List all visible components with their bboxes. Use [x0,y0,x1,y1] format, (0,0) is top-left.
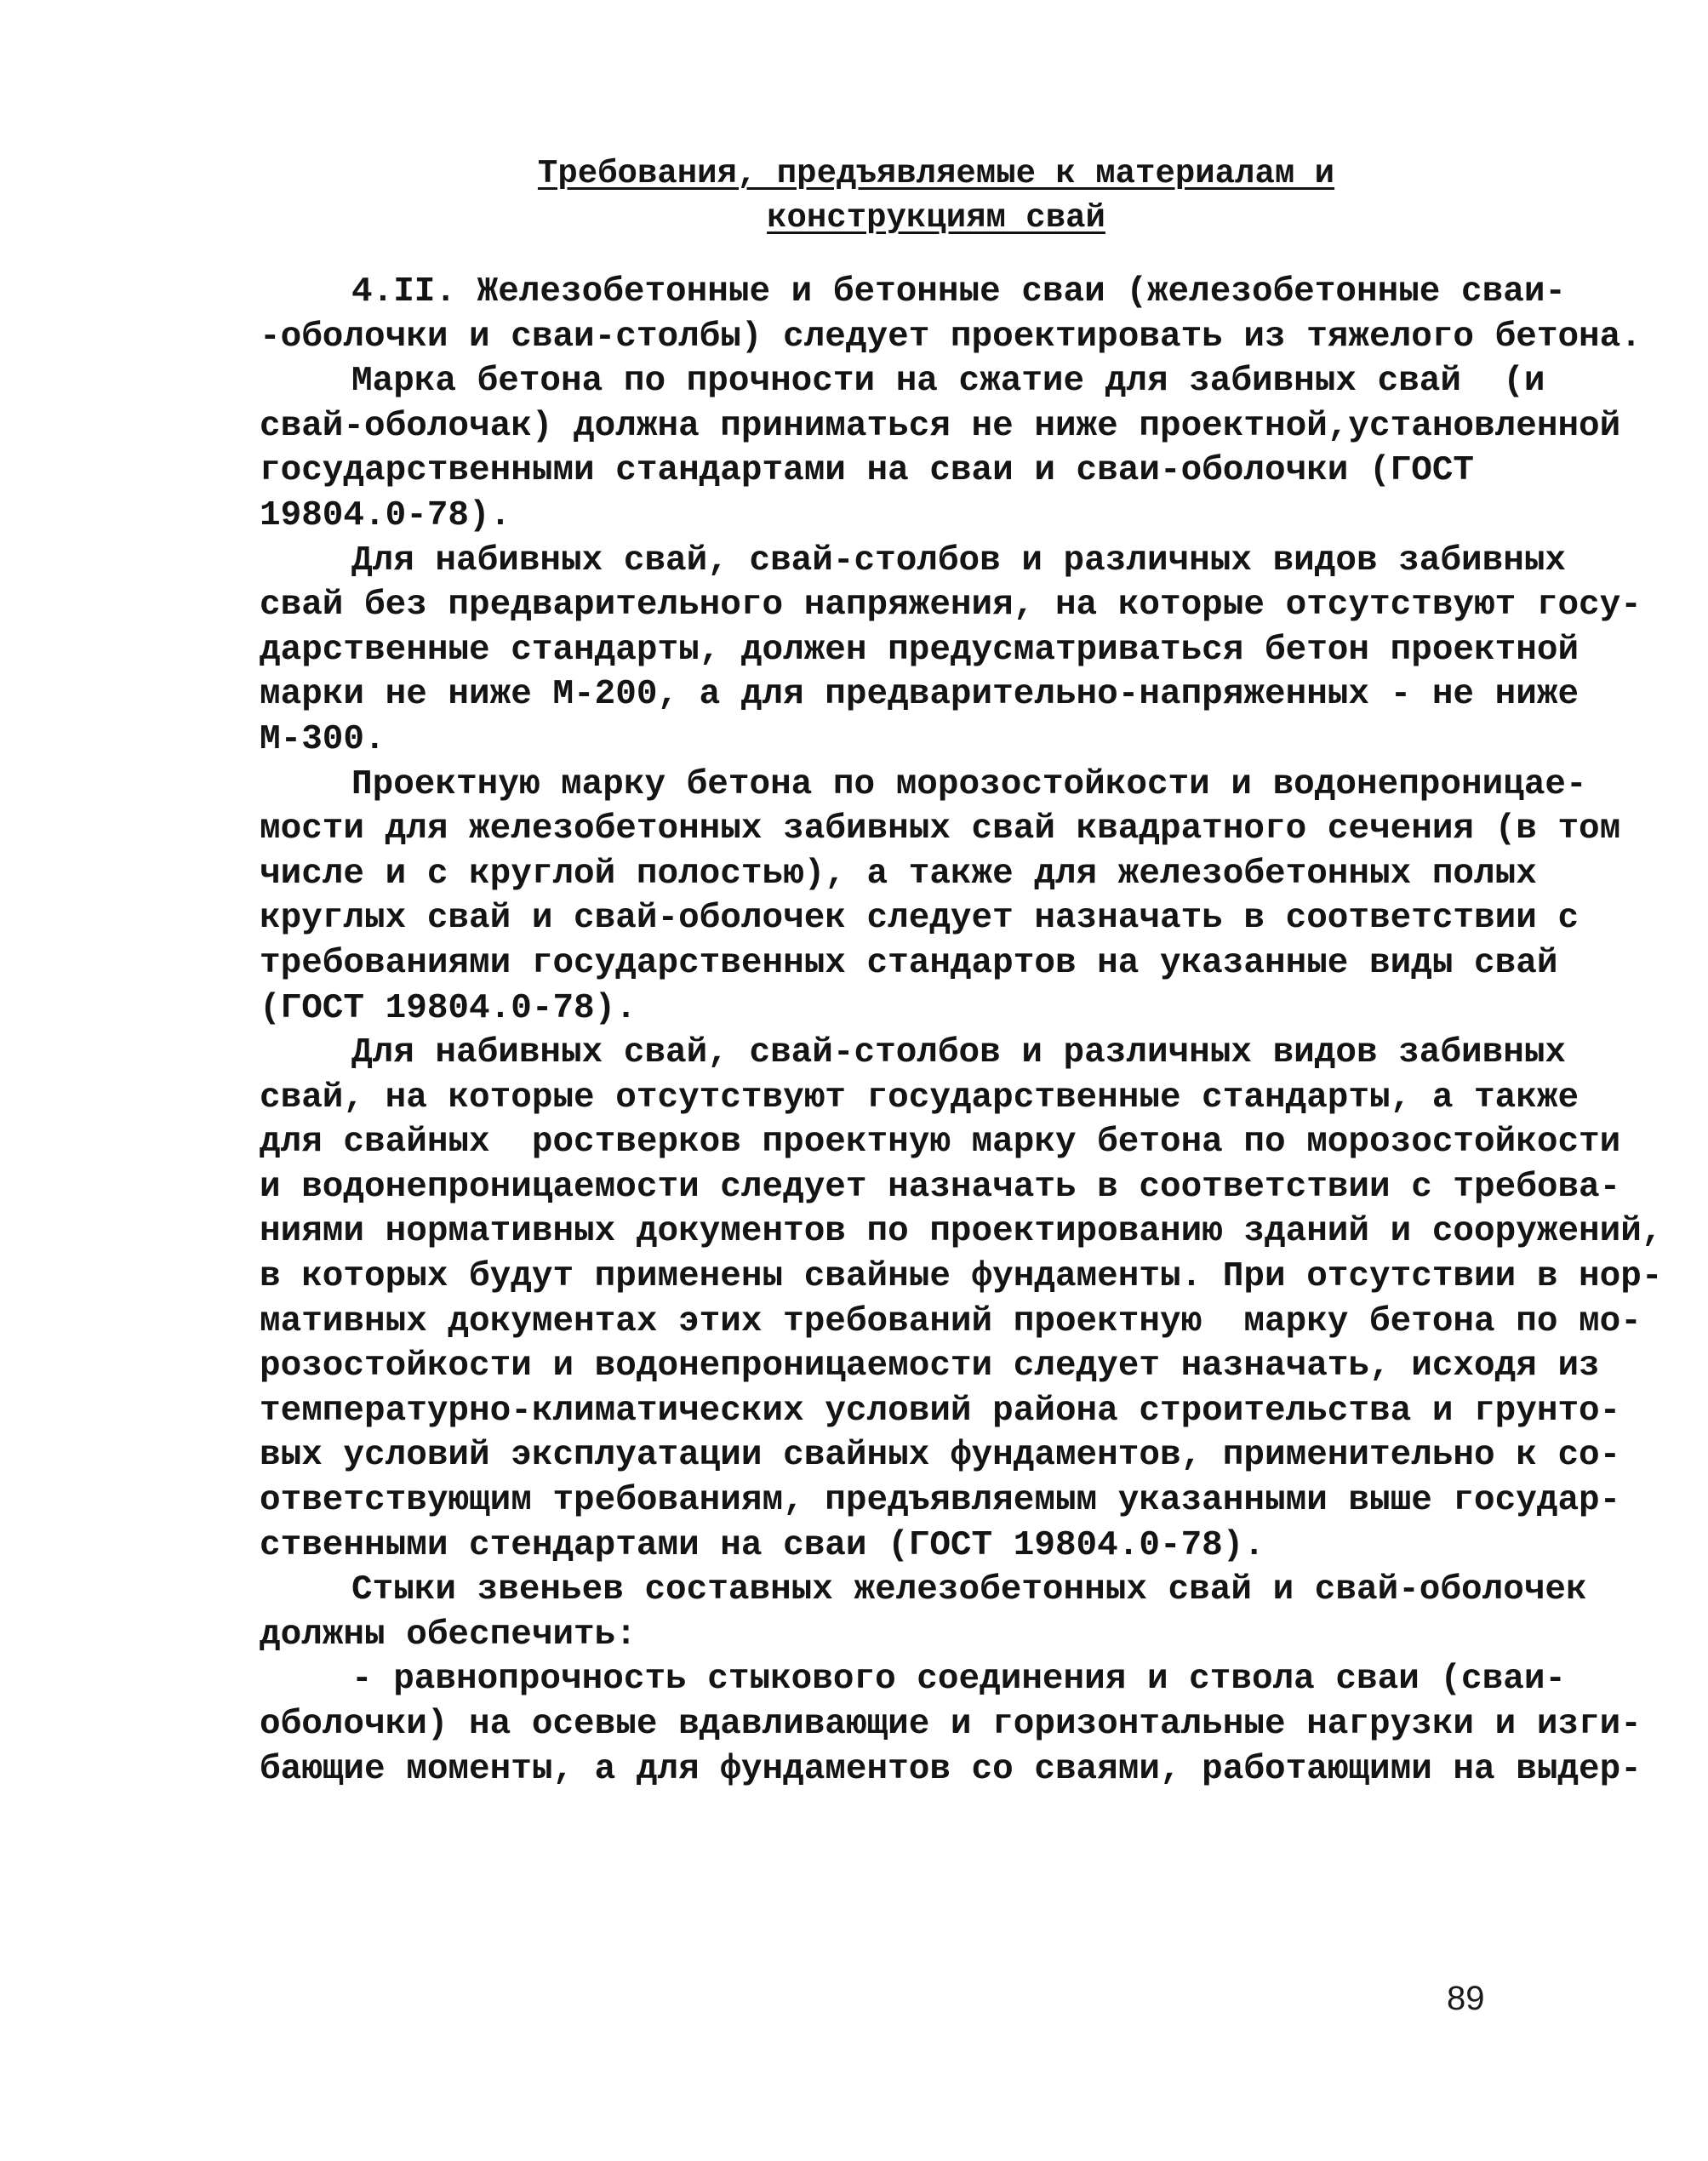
text-line: Стыки звеньев составных железобетонных свай и свай-оболочек [351,1570,1587,1610]
text-line: Для набивных свай, свай-столбов и различных видов забивных [351,540,1567,580]
section-heading [255,151,1617,240]
text-line: бающие моменты, а для фундаментов со сваями, работающими на выдер- [260,1749,1642,1789]
text-line: температурно-климатических условий района строительства и грунто- [260,1391,1621,1431]
text-line: свай-оболочак) должна приниматься не ниже проектной,установленной [260,406,1621,446]
text-line: требованиями государственных стандартов на указанные виды свай [260,943,1558,983]
text-line: Проектную марку бетона по морозостойкости и водонепроницае- [351,764,1587,804]
text-line: мативных документах этих требований проектную марку бетона по мо- [260,1301,1642,1341]
text-line: ответствующим требованиям, предъявляемым указанными выше государ- [260,1481,1621,1521]
text-line: оболочки) на осевые вдавливающие и горизонтальные нагрузки и изги- [260,1705,1642,1744]
text-line: ственными стендартами на сваи (ГОСТ 19804.0-78). [260,1525,1265,1565]
heading-line-1: Требования, предъявляемые к материалам и [537,155,1335,192]
text-line: и водонепроницаемости следует назначать в соответствии с требова- [260,1167,1621,1207]
text-line: марки не ниже М-200, а для предварительно-напряженных - не ниже [260,675,1579,715]
text-line: ниями нормативных документов по проектированию зданий и сооружений, [260,1212,1663,1252]
text-line: Марка бетона по прочности на сжатие для забивных свай (и [351,362,1545,402]
text-line: вых условий эксплуатации свайных фундаментов, применительно к со- [260,1436,1621,1476]
text-line: М-300. [260,719,386,759]
body-text [260,270,1663,1792]
text-line: свай без предварительного напряжения, на которые отсутствуют госу- [260,586,1642,626]
text-line: государственными стандартами на сваи и сваи-оболочки (ГОСТ [260,451,1475,491]
text-line: свай, на которые отсутствуют государственные стандарты, а также [260,1078,1579,1118]
text-line: (ГОСТ 19804.0-78). [260,988,637,1028]
text-line: розостойкости и водонепроницаемости следует назначать, исходя из [260,1346,1600,1386]
text-line: Для набивных свай, свай-столбов и различных видов забивных [351,1033,1567,1073]
text-line: - равнопрочность стыкового соединения и ствола сваи (сваи- [351,1660,1567,1700]
text-line: для свайных ростверков проектную марку бетона по морозостойкости [260,1123,1621,1163]
text-line: в которых будут применены свайные фундаменты. При отсутствии в нор- [260,1257,1663,1297]
text-line: 19804.0-78). [260,495,511,535]
heading-line-2: конструкциям свай [767,199,1105,237]
text-line: дарственные стандарты, должен предусматриваться бетон проектной [260,630,1579,670]
page-number: 89 [1447,1980,1485,2017]
text-line: 4.II. Железобетонные и бетонные сваи (железобетонные сваи- [351,272,1567,312]
text-line: круглых свай и свай-оболочек следует назначать в соответствии с [260,899,1579,939]
text-line: мости для железобетонных забивных свай квадратного сечения (в том [260,809,1621,849]
text-line: должны обеспечить: [260,1615,637,1655]
text-line: -оболочки и сваи-столбы) следует проектировать из тяжелого бетона. [260,317,1642,357]
text-line: числе и с круглой полостью), а также для железобетонных полых [260,854,1537,894]
